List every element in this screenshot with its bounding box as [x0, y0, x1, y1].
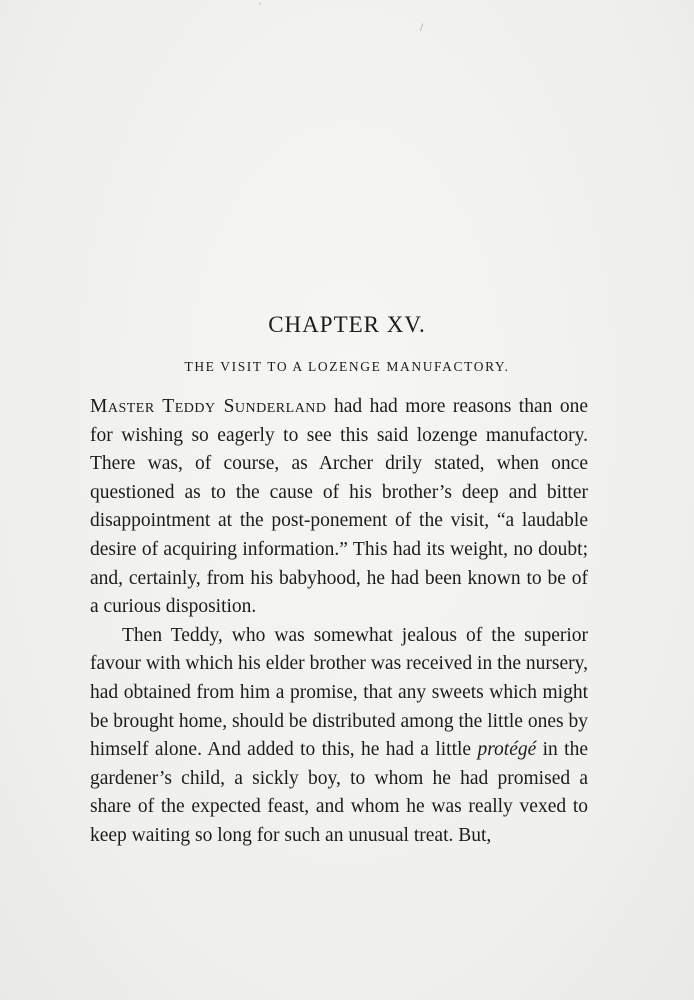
page-speck: ˈ — [258, 0, 262, 14]
paragraph-2 — [90, 622, 588, 851]
chapter-body — [90, 393, 588, 851]
paragraph-2-text-b: in the gardener’s child, a sickly boy, to whom he had promised a share of the expected feast, and whom he was really vexed to keep waiting so long for such an unusual treat. But, — [90, 739, 588, 846]
paragraph-2-text-a: Then Teddy, who was somewhat jealous of the superior favour with which his elder brother was received in the nursery, had obtained from him a promise, that any sweets which might be brought home, should be distributed among the little ones by himself alone. And added to this, he had a little — [90, 624, 588, 761]
paragraph-1 — [90, 393, 588, 622]
paragraph-1-text: had had more reasons than one for wishing so eagerly to see this said lozenge manufactory. There was, of course, as Archer drily stated, when once questioned as to the cause of his brother’s deep and bitter disappointment at the post-ponement of the visit, “a laudable desire of acquiring information.” This had its weight, no doubt; and, certainly, from his babyhood, he had been known to be of a curious disposition. — [90, 396, 588, 618]
paragraph-2-italic: protégé — [477, 739, 537, 761]
chapter-subtitle: THE VISIT TO A LOZENGE MANUFACTORY. — [184, 359, 510, 374]
chapter-title: CHAPTER XV. — [268, 312, 426, 337]
paragraph-1-lead: Master Teddy Sunderland — [90, 396, 327, 417]
page-speck: / — [420, 20, 424, 34]
